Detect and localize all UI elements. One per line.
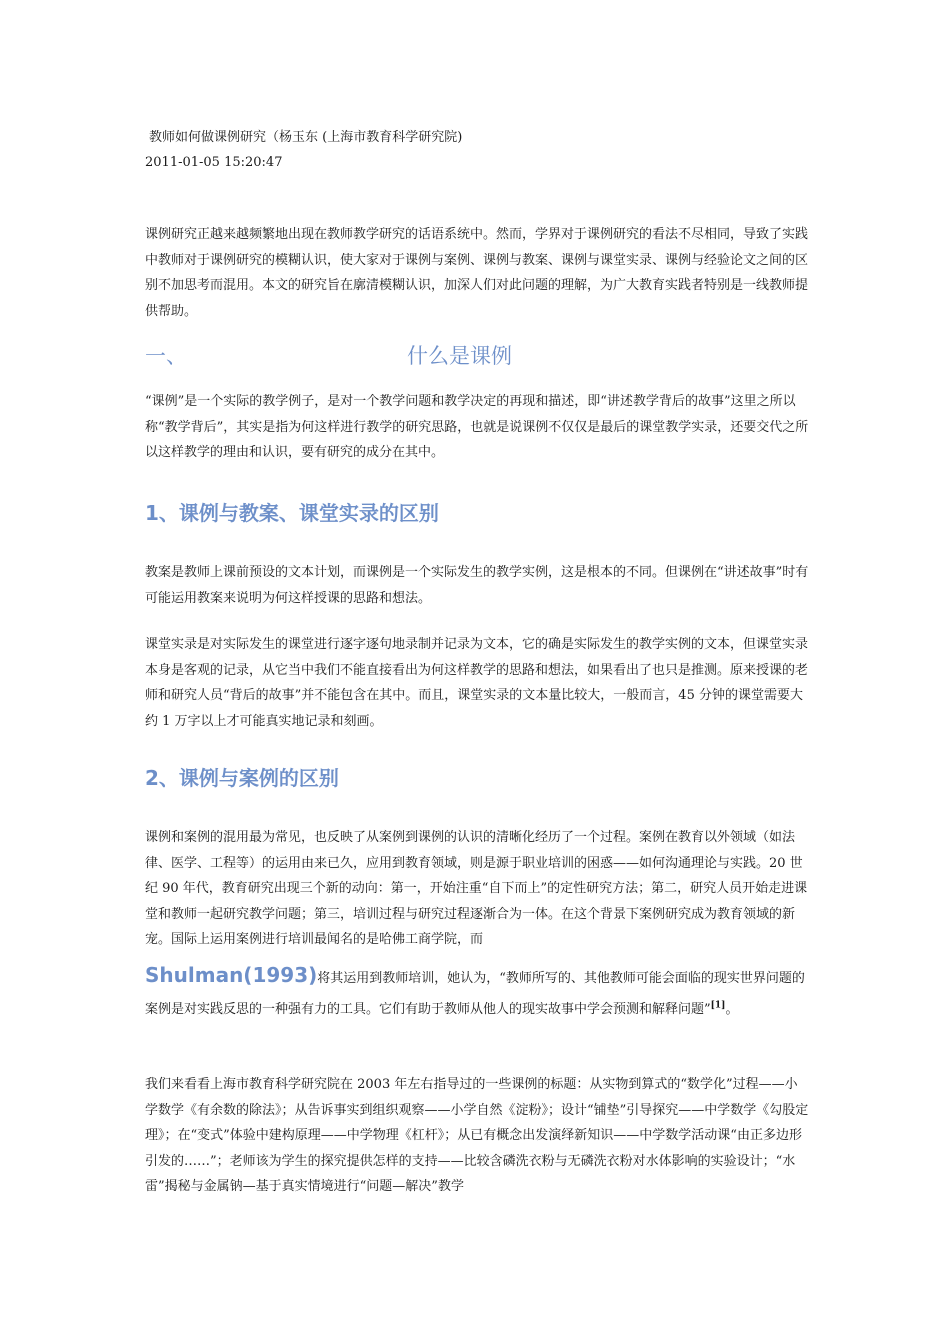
shulman-citation: Shulman(1993) xyxy=(145,962,318,987)
document-title xyxy=(145,125,810,151)
intro-paragraph: 课例研究正越来越频繁地出现在教师教学研究的话语系统中。然而，学界对于课例研究的看法不尽相同，导致了实践中教师对于课例研究的模糊认识，使大家对于课例与案例、课例与教案、课例与课堂实录、课例与经验论文之间的区别不加思考而混用。本文的研究旨在廓清模糊认识，加深人们对此问题的理解，为广大教育实践者特别是一线教师提供帮助。 xyxy=(145,227,809,319)
paragraph-case-history xyxy=(145,825,810,1022)
paragraph-lesson-titles: 我们来看看上海市教育科学研究院在 2003 年左右指导过的一些课例的标题：从实物到算式的“数学化”过程——小学数学《有余数的除法》；从告诉事实到组织观察——小学自然《淀粉》；设计“铺垫”引导探究——中学数学《勾股定理》；在“变式”体验中建构原理——中学物理《杠杆》；从已有概念出发演绎新知识——中学数学活动课“由正多边形引发的……”；老师该为学生的探究提供怎样的支持——比较含磷洗衣粉与无磷洗衣粉对水体影响的实验设计；“水雷”揭秘与金属钠—基于真实情境进行“问题—解决”教学 xyxy=(145,1077,809,1194)
title-text: 教师如何做课例研究（杨玉东 (上海市教育科学研究院) xyxy=(149,130,463,145)
paragraph-lesson-plan: 教案是教师上课前预设的文本计划，而课例是一个实际发生的教学实例，这是根本的不同。但课例在“讲述故事”时有可能运用教案来说明为何这样授课的思路和想法。 xyxy=(145,565,809,606)
section-heading xyxy=(145,341,810,371)
case-history-text: 课例和案例的混用最为常见，也反映了从案例到课例的认识的清晰化经历了一个过程。案例在教育以外领域（如法律、医学、工程等）的运用由来已久，应用到教育领域，则是源于职业培训的困惑——如何沟通理论与实践。20 世纪 90 年代，教育研究出现三个新的动向：第一，开始注重“自下而上”的定性研究方法；第二，研究人员开始走进课堂和教师一起研究教学问题；第三，培训过程与研究过程逐渐合为一体。在这个背景下案例研究成为教育领域的新宠。国际上运用案例进行培训最闻名的是哈佛工商学院，而 xyxy=(145,830,808,947)
paragraph-classroom-record: 课堂实录是对实际发生的课堂进行逐字逐句地录制并记录为文本，它的确是实际发生的教学实例的文本，但课堂实录本身是客观的记录，从它当中我们不能直接看出为何这样教学的思路和想法，如果看出了也只是推测。原来授课的老师和研究人员“背后的故事”并不能包含在其中。而且，课堂实录的文本量比较大，一般而言，45 分钟的课堂需要大约 1 万字以上才可能真实地记录和刻画。 xyxy=(145,637,809,729)
section-number: 一、 xyxy=(145,344,187,368)
timestamp: 2011-01-05 15:20:47 xyxy=(145,155,283,170)
case-history-quote: 将其运用到教师培训，她认为，“教师所写的、其他教师可能会面临的现实世界问题的案例是对实践反思的一种强有力的工具。它们有助于教师从他人的现实故事中学会预测和解释问题” xyxy=(145,970,805,1017)
case-history-end: 。 xyxy=(725,1001,739,1017)
subsection-heading-2: 2、课例与案例的区别 xyxy=(145,766,339,790)
section-title: 什么是课例 xyxy=(407,344,512,368)
section-body: “课例”是一个实际的教学例子，是对一个教学问题和教学决定的再现和描述，即“讲述教学背后的故事”这里之所以称“教学背后”，其实是指为何这样进行教学的研究思路，也就是说课例不仅仅是最后的课堂教学实录，还要交代之所以这样教学的理由和认识，要有研究的成分在其中。 xyxy=(145,394,809,460)
footnote-ref[interactable]: [1] xyxy=(710,1000,726,1011)
subsection-heading-1: 1、课例与教案、课堂实录的区别 xyxy=(145,501,439,525)
